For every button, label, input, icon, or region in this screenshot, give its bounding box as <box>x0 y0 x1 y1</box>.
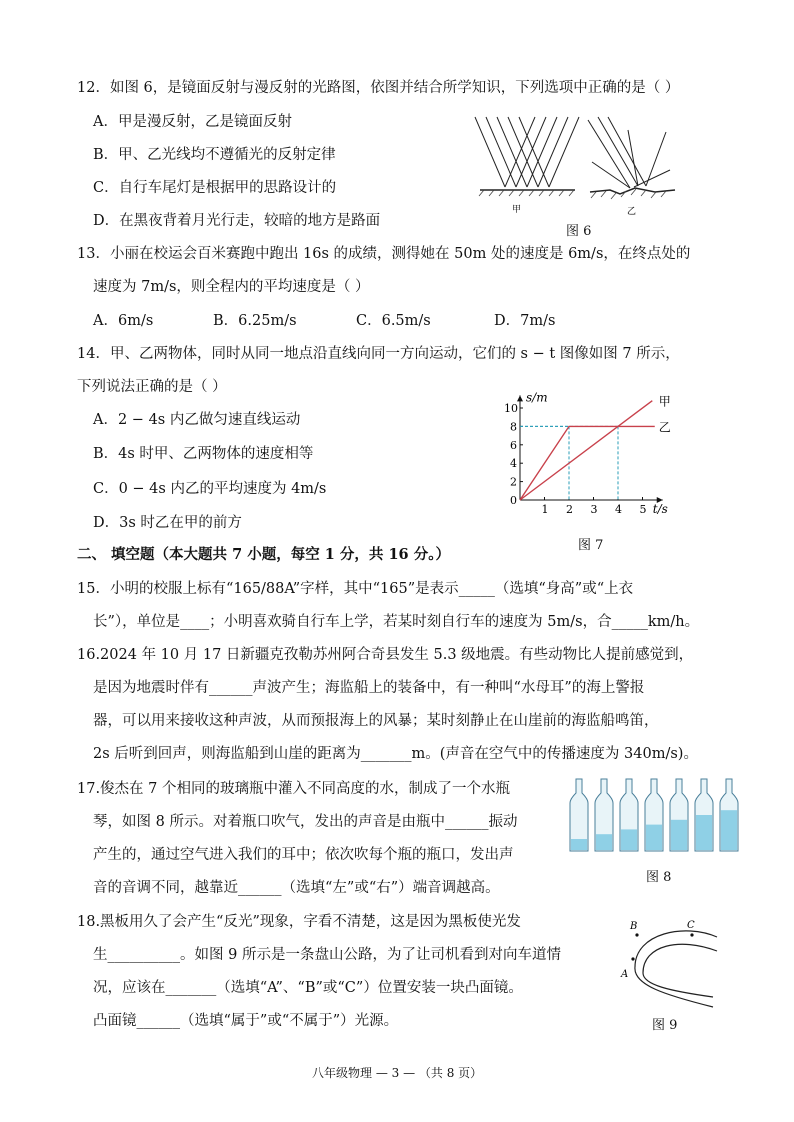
q12-stem: 12．如图 6，是镜面反射与漫反射的光路图，依图并结合所学知识，下列选项中正确的是（ ） <box>77 80 680 96</box>
q14-option-d: D．3s 时乙在甲的前方 <box>93 515 242 531</box>
mirror-hatch-a <box>479 190 574 196</box>
figure-7-st-graph <box>500 385 680 525</box>
figure-9-caption: 图 9 <box>652 1018 678 1033</box>
water-fill <box>621 829 637 850</box>
water-fill <box>721 810 737 850</box>
water-bottle <box>695 779 713 851</box>
q17-line2: 琴，如图 8 所示。对着瓶口吹气，发出的声音是由瓶中______振动 <box>93 814 518 830</box>
figure-7-caption: 图 7 <box>578 538 604 553</box>
figure-9-mountain-road <box>615 915 725 1015</box>
q17-line1: 17.俊杰在 7 个相同的玻璃瓶中灌入不同高度的水，制成了一个水瓶 <box>77 781 511 797</box>
water-bottle <box>595 779 613 851</box>
road-outer-edge-bottom <box>635 967 713 1007</box>
point-a <box>631 957 634 960</box>
q13-option-c: C．6.5m/s <box>356 313 431 329</box>
x-tick-label: 5 <box>639 503 647 516</box>
x-tick-label: 4 <box>615 503 622 516</box>
road-inner-edge-bottom <box>643 973 713 997</box>
water-bottle <box>720 779 738 851</box>
x-tick-label: 2 <box>566 503 573 516</box>
q18-line4: 凸面镜______（选填“属于”或“不属于”）光源。 <box>93 1013 399 1029</box>
figure-6-reflection-diagram <box>470 112 680 222</box>
page-footer: 八年级物理 — 3 — （共 8 页） <box>312 1066 483 1080</box>
y-tick-label: 10 <box>504 402 518 415</box>
q13-option-b: B．6.25m/s <box>213 313 297 329</box>
figure-8-water-bottles <box>566 775 746 855</box>
road-outer-edge <box>635 931 717 967</box>
point-b <box>635 933 638 936</box>
q12-option-a: A．甲是漫反射，乙是镜面反射 <box>93 114 292 130</box>
figure-6-label-yi: 乙 <box>627 207 637 217</box>
q16-line2: 是因为地震时伴有______声波产生；海监船上的装备中，有一种叫“水母耳”的海上警报 <box>93 680 645 696</box>
q12-option-b: B．甲、乙光线均不遵循光的反射定律 <box>93 147 336 163</box>
water-bottle <box>620 779 638 851</box>
q16-line3: 器，可以用来接收这种声波，从而预报海上的风暴；某时刻静止在山崖前的海监船鸣笛， <box>93 713 659 729</box>
point-c <box>690 933 693 936</box>
figure-6-caption: 图 6 <box>566 224 592 239</box>
label-c: C <box>687 920 695 931</box>
x-tick-label: 1 <box>541 503 549 516</box>
label-a: A <box>621 969 629 980</box>
q12-option-d: D．在黑夜背着月光行走，较暗的地方是路面 <box>93 213 381 229</box>
water-bottle <box>570 779 588 851</box>
water-fill <box>571 839 587 850</box>
specular-reflection-rays <box>475 117 579 190</box>
y-axis-arrow <box>517 395 523 401</box>
series-label-jia: 甲 <box>658 394 671 409</box>
q14-option-a: A．2 − 4s 内乙做匀速直线运动 <box>93 412 301 428</box>
q16-line1: 16.2024 年 10 月 17 日新疆克孜勒苏州阿合奇县发生 5.3 级地震。有些动物比人提前感觉到， <box>77 647 694 663</box>
water-bottle <box>670 779 688 851</box>
q18-line1: 18.黑板用久了会产生“反光”现象，字看不清楚，这是因为黑板使光发 <box>77 914 521 930</box>
water-fill <box>671 820 687 850</box>
q14-option-c: C．0 − 4s 内乙的平均速度为 4m/s <box>93 481 327 497</box>
figure-8-caption: 图 8 <box>646 870 672 885</box>
y-tick-label: 8 <box>510 420 517 434</box>
q18-line3: 况，应该在_______（选填“A”、“B”或“C”）位置安装一块凸面镜。 <box>93 980 523 996</box>
q13-option-d: D．7m/s <box>494 313 556 329</box>
figure-6-label-jia: 甲 <box>512 205 522 215</box>
section-2-heading: 二、 填空题（本大题共 7 小题，每空 1 分，共 16 分。） <box>77 546 450 563</box>
label-b: B <box>630 921 638 932</box>
q18-line2: 生__________。如图 9 所示是一条盘山公路，为了让司机看到对向车道情 <box>93 947 561 963</box>
water-fill <box>596 834 612 850</box>
road-inner-edge-top <box>643 944 717 973</box>
q14-line1: 14．甲、乙两物体，同时从同一地点沿直线向同一方向运动，它们的 s − t 图像如图 7 所示， <box>77 346 680 362</box>
x-tick-label: 3 <box>590 503 598 516</box>
series-label-yi: 乙 <box>658 420 671 435</box>
q12-option-c: C．自行车尾灯是根据甲的思路设计的 <box>93 180 337 196</box>
water-bottle <box>645 779 663 851</box>
q16-line4: 2s 后听到回声，则海监船到山崖的距离为_______m。(声音在空气中的传播速度为 340m/s)。 <box>93 746 698 762</box>
q13-line2: 速度为 7m/s，则全程内的平均速度是（ ） <box>93 279 370 295</box>
y-tick-label: 6 <box>510 438 517 452</box>
series-line-yi <box>520 426 655 500</box>
y-tick-label: 4 <box>510 457 517 471</box>
q14-option-b: B．4s 时甲、乙两物体的速度相等 <box>93 446 314 462</box>
water-fill <box>696 815 712 850</box>
water-fill <box>646 825 662 850</box>
q17-line3: 产生的，通过空气进入我们的耳中；依次吹每个瓶的瓶口，发出声 <box>93 847 514 863</box>
q15-line2: 长”），单位是____；小明喜欢骑自行车上学，若某时刻自行车的速度为 5m/s，合_____km/h。 <box>93 614 700 630</box>
y-tick-label: 0 <box>510 494 517 507</box>
series-line-jia <box>520 401 652 500</box>
q13-line1: 13．小丽在校运会百米赛跑中跑出 16s 的成绩，测得她在 50m 处的速度是 6m/s，在终点处的 <box>77 246 691 262</box>
q13-option-a: A．6m/s <box>93 313 154 329</box>
diffuse-reflection-rays <box>588 117 675 194</box>
y-tick-label: 2 <box>510 475 517 489</box>
q14-line2: 下列说法正确的是（ ） <box>77 379 227 395</box>
x-axis-label: t/s <box>652 502 668 516</box>
y-axis-label: s/m <box>526 390 548 405</box>
q15-line1: 15．小明的校服上标有“165/88A”字样，其中“165”是表示_____（选填“身高”或“上衣 <box>77 581 634 597</box>
q17-line4: 音的音调不同，越靠近______（选填“左”或“右”）端音调越高。 <box>93 880 500 896</box>
